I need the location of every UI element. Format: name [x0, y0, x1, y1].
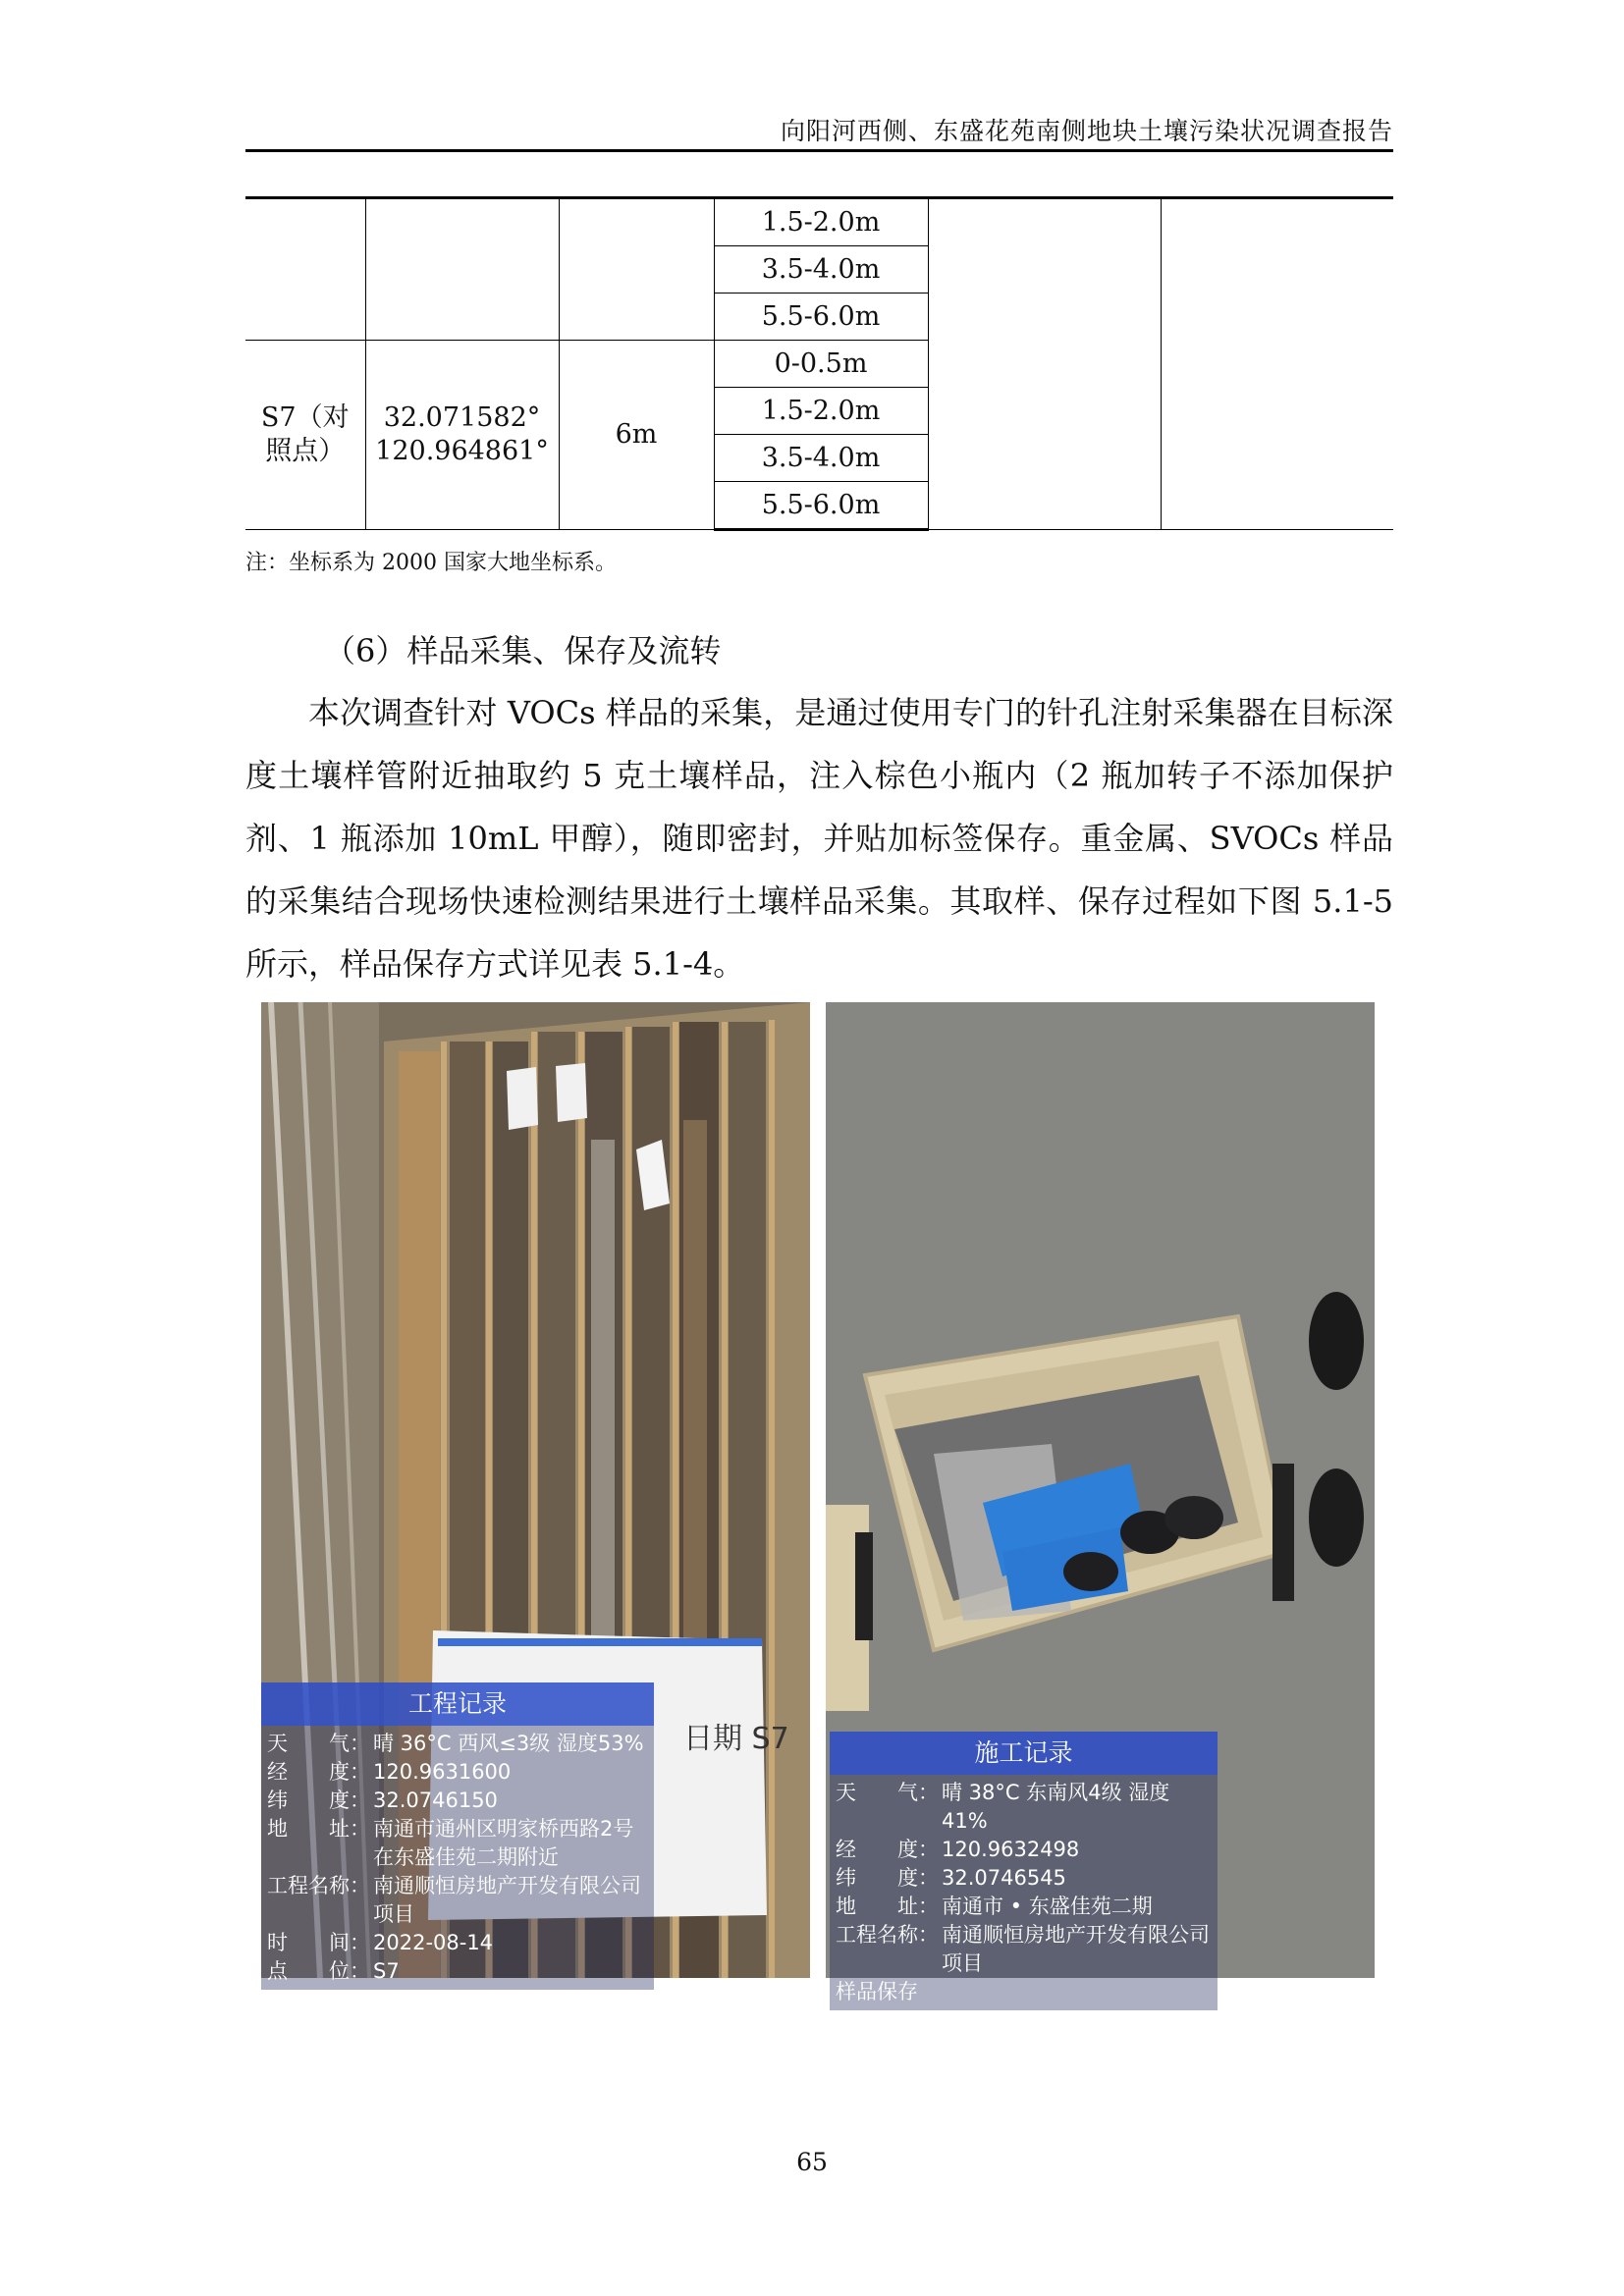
depth-cell: 1.5-2.0m — [714, 198, 928, 246]
core-sample-photo — [261, 1002, 810, 1983]
depth-cell: 5.5-6.0m — [714, 482, 928, 530]
whiteboard-label: 日期 S7 — [683, 1722, 789, 1756]
page-number: 65 — [796, 2148, 828, 2176]
total-depth-cell: 6m — [559, 341, 714, 530]
stamp-row: 经 度： 120.9631600 — [267, 1760, 512, 1784]
depth-cell: 0-0.5m — [714, 341, 928, 388]
depth-cell: 3.5-4.0m — [714, 246, 928, 294]
sample-cooler-photo — [826, 1002, 1375, 2003]
table-cell — [365, 198, 559, 341]
stamp-row: 纬 度： 32.0746545 — [836, 1866, 1066, 1890]
table-cell — [928, 198, 1161, 530]
stamp-row: 地 址： 南通市通州区明家桥西路2号在东盛佳苑二期附近 — [267, 1817, 634, 1869]
stamp-body — [261, 1726, 654, 1990]
coordinate-cell — [365, 341, 559, 530]
stamp-title: 施工记录 — [830, 1732, 1218, 1775]
point-cell: S7（对照点） — [245, 341, 365, 530]
stamp-row: 纬 度： 32.0746150 — [267, 1789, 498, 1812]
table-cell — [1161, 198, 1393, 530]
stamp-title: 工程记录 — [261, 1682, 654, 1726]
engineering-record-stamp — [261, 1682, 654, 1990]
stamp-row: 点 位： S7 — [267, 1959, 400, 1983]
depth-cell: 1.5-2.0m — [714, 388, 928, 435]
stamp-row: 地 址： 南通市 • 东盛佳苑二期 — [836, 1895, 1153, 1918]
table-cell — [559, 198, 714, 341]
sample-table — [245, 196, 1393, 531]
construction-record-stamp — [830, 1732, 1218, 2010]
table-note: 注：坐标系为 2000 国家大地坐标系。 — [245, 551, 617, 575]
stamp-row: 天 气： 晴 36°C 西风≤3级 湿度53% — [267, 1732, 644, 1755]
depth-cell: 5.5-6.0m — [714, 294, 928, 341]
depth-cell: 3.5-4.0m — [714, 435, 928, 482]
stamp-row: 经 度： 120.9632498 — [836, 1838, 1080, 1861]
stamp-row: 天 气： 晴 38°C 东南风4级 湿度41% — [836, 1781, 1170, 1833]
stamp-body — [830, 1775, 1218, 2010]
header-rule — [245, 149, 1393, 152]
latitude: 32.071582° — [383, 402, 541, 433]
table-cell — [245, 198, 365, 341]
stamp-row: 工程名称： 南通顺恒房地产开发有限公司项目 — [836, 1923, 1210, 1975]
table-row — [245, 198, 1393, 246]
section-heading: （6）样品采集、保存及流转 — [324, 632, 722, 669]
longitude: 120.964861° — [375, 436, 549, 466]
body-paragraph: 本次调查针对 VOCs 样品的采集，是通过使用专门的针孔注射采集器在目标深度土壤样管附近抽取约 5 克土壤样品，注入棕色小瓶内（2 瓶加转子不添加保护剂、1 瓶添加 10mL 甲醇），随即密封，并贴加标签保存。重金属、SVOCs 样品的采集结合现场快速检测结果进行土壤样品采集。其取样、保存过程如下图 5.1-5 所示，样品保存方式详见表 5.1-4。 — [245, 694, 1393, 983]
stamp-footer: 样品保存 — [836, 1980, 918, 2003]
running-header: 向阳河西侧、东盛花苑南侧地块土壤污染状况调查报告 — [780, 117, 1393, 145]
stamp-row: 工程名称： 南通顺恒房地产开发有限公司项目 — [267, 1874, 641, 1926]
stamp-row: 时 间： 2022-08-14 — [267, 1931, 494, 1954]
